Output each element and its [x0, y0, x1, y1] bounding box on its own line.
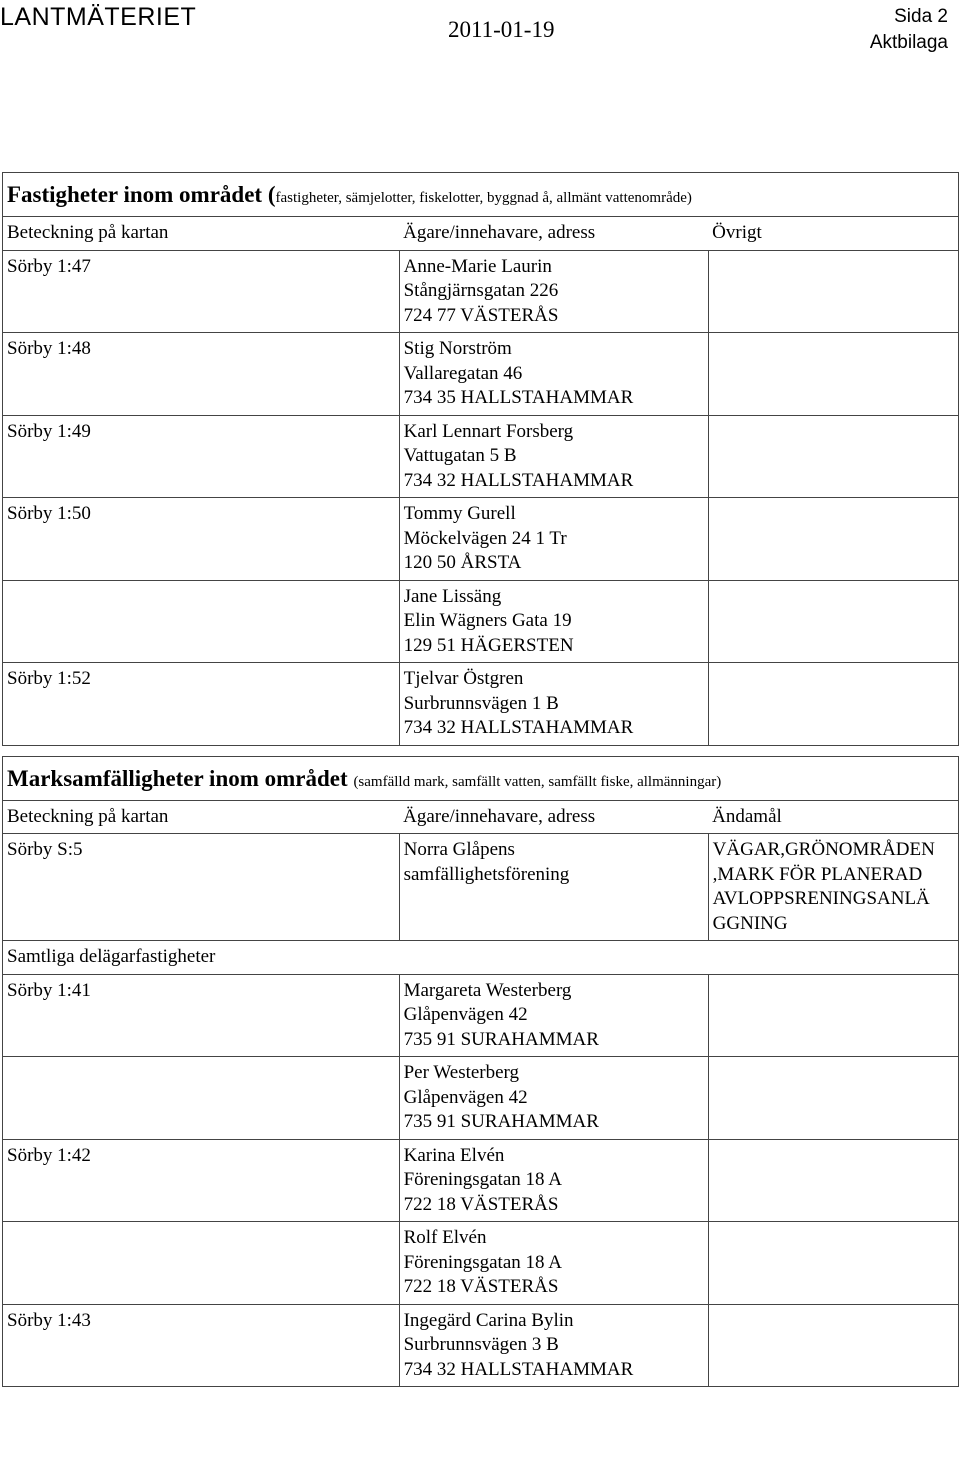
- designation-cell: Sörby 1:47: [3, 250, 400, 333]
- column-header: Beteckning på kartan: [3, 800, 400, 834]
- other-cell: [708, 663, 958, 746]
- purpose-cell: [708, 1304, 958, 1387]
- owner-line: Margareta Westerberg: [403, 979, 572, 1001]
- column-header-row: [3, 800, 959, 834]
- designation-cell: Sörby 1:48: [3, 333, 400, 416]
- owner-line: 735 91 SURAHAMMAR: [403, 1111, 599, 1132]
- designation-cell: Sörby 1:49: [3, 415, 400, 498]
- purpose-cell: [708, 1222, 958, 1305]
- owner-line: Vallaregatan 46: [403, 362, 523, 384]
- other-cell: [708, 580, 958, 663]
- designation-cell: Sörby 1:52: [3, 663, 400, 746]
- owner-line: 722 18 VÄSTERÅS: [403, 1193, 559, 1215]
- section-title: Marksamfälligheter inom området (samfälld mark, samfällt vatten, samfällt fiske, allmänningar): [3, 756, 959, 800]
- owner-cell: [399, 974, 708, 1057]
- owner-cell: [399, 1304, 708, 1387]
- owner-cell: [399, 580, 708, 663]
- owner-line: 120 50 ÅRSTA: [403, 552, 522, 573]
- column-header-row: [3, 217, 959, 251]
- owner-line: Vattugatan 5 B: [403, 445, 517, 466]
- owner-line: Elin Wägners Gata 19: [403, 610, 572, 631]
- owner-line: Tommy Gurell: [403, 503, 516, 524]
- owner-line: Föreningsgatan 18 A: [403, 1251, 562, 1273]
- owner-line: Stig Norström: [403, 338, 512, 359]
- designation-cell: [3, 580, 400, 663]
- owner-line: Surbrunnsvägen 1 B: [403, 692, 559, 714]
- page-number: Sida 2: [894, 6, 948, 27]
- owner-line: Föreningsgatan 18 A: [403, 1169, 562, 1190]
- table-row: [3, 834, 959, 941]
- owner-line: 722 18 VÄSTERÅS: [403, 1276, 559, 1297]
- table-row: [3, 250, 959, 333]
- owner-line: Möckelvägen 24 1 Tr: [403, 527, 567, 549]
- column-header: Beteckning på kartan: [3, 217, 400, 251]
- owner-line: 734 32 HALLSTAHAMMAR: [403, 717, 634, 738]
- designation-cell: [3, 1057, 400, 1140]
- owner-line: Per Westerberg: [403, 1062, 520, 1083]
- page-header: [0, 0, 960, 60]
- owner-line: Karl Lennart Forsberg: [403, 420, 574, 442]
- owner-line: 734 35 HALLSTAHAMMAR: [403, 387, 634, 408]
- owner-line: Jane Lissäng: [403, 585, 502, 607]
- owner-cell: [399, 1057, 708, 1140]
- table-row: [3, 1057, 959, 1140]
- table-row: [3, 415, 959, 498]
- owner-line: Karina Elvén: [403, 1144, 505, 1166]
- table-row: [3, 1304, 959, 1387]
- document-body: [2, 172, 959, 1387]
- owner-line: 129 51 HÄGERSTEN: [403, 634, 574, 656]
- column-header: Ägare/innehavare, adress: [399, 217, 708, 251]
- owner-line: Stångjärnsgatan 226: [403, 280, 559, 301]
- designation-cell: Sörby 1:41: [3, 974, 400, 1057]
- document-type: Aktbilaga: [869, 32, 948, 53]
- owner-cell: [399, 415, 708, 498]
- purpose-cell: [708, 974, 958, 1057]
- table-row: [3, 498, 959, 581]
- table-row: [3, 333, 959, 416]
- owner-line: Surbrunnsvägen 3 B: [403, 1334, 559, 1355]
- document-date: 2011-01-19: [448, 17, 555, 42]
- table-row: [3, 974, 959, 1057]
- brand-logo: LANTMÄTERIET: [0, 3, 197, 31]
- column-header: Ägare/innehavare, adress: [399, 800, 708, 834]
- owner-line: 735 91 SURAHAMMAR: [403, 1028, 599, 1050]
- designation-cell: Sörby S:5: [3, 834, 400, 941]
- other-cell: [708, 498, 958, 581]
- section-gap: [3, 745, 959, 756]
- table-row: [3, 1222, 959, 1305]
- page-info: [870, 4, 948, 56]
- designation-cell: [3, 1222, 400, 1305]
- properties-table: [2, 172, 959, 1387]
- section-title: Fastigheter inom området (fastigheter, sämjelotter, fiskelotter, byggnad å, allmänt vattenområde): [3, 173, 959, 217]
- owner-line: Ingegärd Carina Bylin: [403, 1309, 574, 1331]
- all-owners-label: Samtliga delägarfastigheter: [3, 941, 959, 975]
- owner-cell: [399, 663, 708, 746]
- purpose-cell: VÄGAR,GRÖNOMRÅDEN ,MARK FÖR PLANERAD AVLOPPSRENINGSANLÄ GGNING: [708, 834, 958, 941]
- owner-cell: [399, 1139, 708, 1222]
- designation-cell: Sörby 1:50: [3, 498, 400, 581]
- column-header: Ändamål: [708, 800, 958, 834]
- owner-line: Tjelvar Östgren: [403, 668, 524, 689]
- owner-line: 734 32 HALLSTAHAMMAR: [403, 469, 634, 491]
- owner-cell: [399, 333, 708, 416]
- owner-line: Glåpenvägen 42: [403, 1004, 528, 1025]
- table-row: [3, 580, 959, 663]
- designation-cell: Sörby 1:42: [3, 1139, 400, 1222]
- owner-cell: Norra Glåpens samfällighetsförening: [399, 834, 708, 941]
- table-row: [3, 663, 959, 746]
- owner-line: 724 77 VÄSTERÅS: [403, 304, 559, 326]
- owner-line: Rolf Elvén: [403, 1227, 487, 1248]
- owner-line: 734 32 HALLSTAHAMMAR: [403, 1358, 634, 1380]
- purpose-cell: [708, 1057, 958, 1140]
- purpose-cell: [708, 1139, 958, 1222]
- owner-cell: [399, 250, 708, 333]
- table-row: [3, 1139, 959, 1222]
- column-header: Övrigt: [708, 217, 958, 251]
- other-cell: [708, 250, 958, 333]
- owner-cell: [399, 1222, 708, 1305]
- owner-line: Glåpenvägen 42: [403, 1086, 528, 1108]
- other-cell: [708, 333, 958, 416]
- owner-line: Anne-Marie Laurin: [403, 255, 552, 277]
- other-cell: [708, 415, 958, 498]
- owner-cell: [399, 498, 708, 581]
- designation-cell: Sörby 1:43: [3, 1304, 400, 1387]
